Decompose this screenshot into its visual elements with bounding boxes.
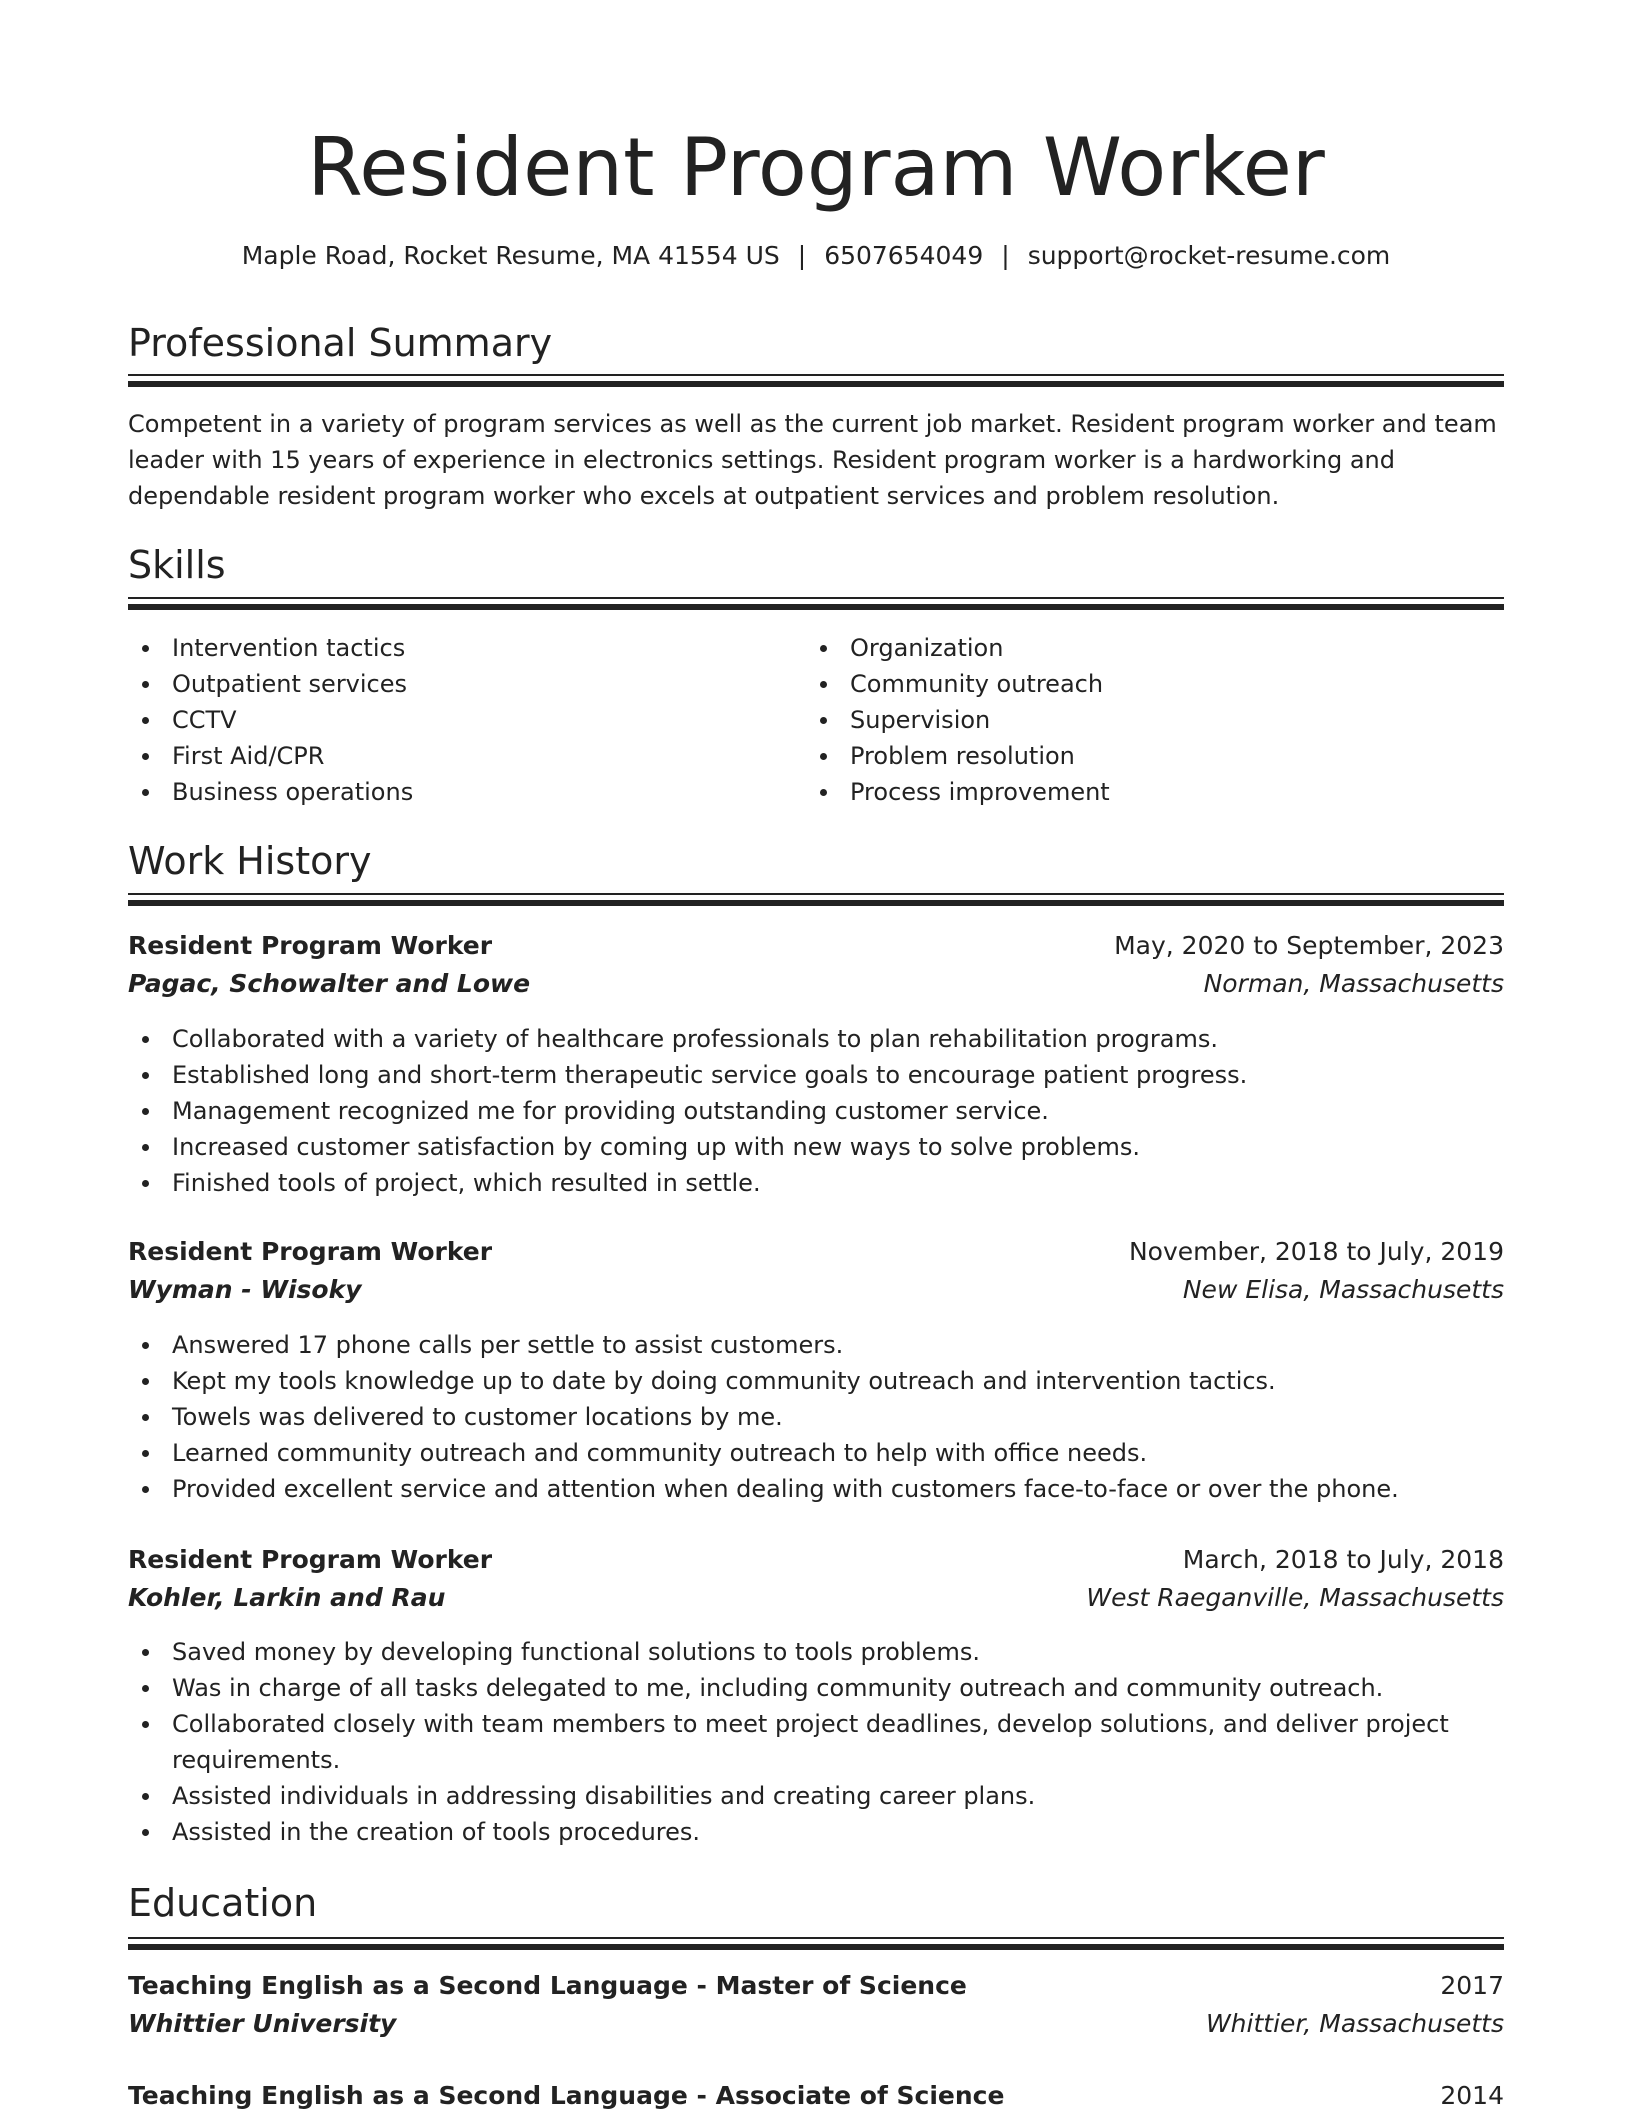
- job-dates: November, 2018 to July, 2019: [1128, 1237, 1504, 1266]
- job-bullet: Towels was delivered to customer locations by me.: [128, 1399, 1504, 1435]
- skills-list-left: [128, 630, 798, 810]
- section-title-summary: Professional Summary: [128, 321, 553, 365]
- skill-item: Outpatient services: [128, 666, 798, 702]
- skills-list-right: [806, 630, 1476, 810]
- job-title: Resident Program Worker: [128, 931, 493, 960]
- skill-item: Supervision: [806, 702, 1476, 738]
- job-bullet: Saved money by developing functional solutions to tools problems.: [128, 1634, 1504, 1670]
- job-bullet: Collaborated closely with team members to meet project deadlines, develop solutions, and deliver project requirements.: [128, 1706, 1504, 1778]
- contact-separator: |: [1001, 241, 1010, 270]
- resume-name: Resident Program Worker: [307, 121, 1325, 214]
- job-bullet: Increased customer satisfaction by coming up with new ways to solve problems.: [128, 1129, 1504, 1165]
- job-bullet-list: [128, 1021, 1504, 1201]
- section-divider: [128, 893, 1504, 907]
- job-dates: May, 2020 to September, 2023: [1114, 931, 1504, 960]
- job-company: Pagac, Schowalter and Lowe: [128, 969, 531, 998]
- job-company: Wyman - Wisoky: [128, 1275, 362, 1304]
- job-bullet: Assisted in the creation of tools procedures.: [128, 1814, 1504, 1850]
- section-title-work-history: Work History: [128, 839, 372, 883]
- skill-item: First Aid/CPR: [128, 738, 798, 774]
- education-location: Whittier, Massachusetts: [1205, 2009, 1504, 2038]
- job-location: New Elisa, Massachusetts: [1182, 1275, 1504, 1304]
- education-entry: [128, 1967, 1504, 2043]
- job-bullet: Provided excellent service and attention when dealing with customers face-to-face or over the phone.: [128, 1471, 1504, 1507]
- job-bullet: Learned community outreach and community outreach to help with office needs.: [128, 1435, 1504, 1471]
- job-bullet: Was in charge of all tasks delegated to me, including community outreach and community outreach.: [128, 1670, 1504, 1706]
- contact-email[interactable]: support@rocket-resume.com: [1027, 241, 1391, 270]
- job-bullet: Kept my tools knowledge up to date by doing community outreach and intervention tactics.: [128, 1363, 1504, 1399]
- education-school: Whittier University: [128, 2009, 397, 2038]
- contact-phone: 6507654049: [824, 241, 984, 270]
- job-company: Kohler, Larkin and Rau: [128, 1583, 446, 1612]
- job-bullet: Established long and short-term therapeutic service goals to encourage patient progress.: [128, 1057, 1504, 1093]
- section-divider: [128, 597, 1504, 611]
- job-title: Resident Program Worker: [128, 1545, 493, 1574]
- job-dates: March, 2018 to July, 2018: [1182, 1545, 1504, 1574]
- skill-item: CCTV: [128, 702, 798, 738]
- education-entry: [128, 2077, 1504, 2115]
- skill-item: Problem resolution: [806, 738, 1476, 774]
- education-year: 2014: [1440, 2081, 1504, 2110]
- job-bullet: Finished tools of project, which resulted in settle.: [128, 1165, 1504, 1201]
- job-bullet: Management recognized me for providing outstanding customer service.: [128, 1093, 1504, 1129]
- skill-item: Business operations: [128, 774, 798, 810]
- job-title: Resident Program Worker: [128, 1237, 493, 1266]
- job-bullet: Assisted individuals in addressing disabilities and creating career plans.: [128, 1778, 1504, 1814]
- section-divider: [128, 1937, 1504, 1951]
- section-divider: [128, 374, 1504, 388]
- skill-item: Community outreach: [806, 666, 1476, 702]
- summary-text: Competent in a variety of program services as well as the current job market. Resident program worker and team leader with 15 years of experience in electronics settings. Resident program worker is a hardworking and dependable resident program worker who excels at outpatient services and problem resolution.: [128, 410, 1497, 510]
- job-entry-header: [128, 927, 1504, 1003]
- skill-item: Process improvement: [806, 774, 1476, 810]
- education-degree: Teaching English as a Second Language - Associate of Science: [128, 2081, 1005, 2110]
- job-location: Norman, Massachusetts: [1203, 969, 1504, 998]
- education-year: 2017: [1440, 1971, 1504, 2000]
- education-degree: Teaching English as a Second Language - Master of Science: [128, 1971, 967, 2000]
- contact-line: [128, 238, 1504, 274]
- contact-address: Maple Road, Rocket Resume, MA 41554 US: [241, 241, 780, 270]
- skill-item: Organization: [806, 630, 1476, 666]
- section-title-education: Education: [128, 1881, 318, 1925]
- job-entry-header: [128, 1541, 1504, 1617]
- contact-separator: |: [797, 241, 807, 270]
- section-title-skills: Skills: [128, 543, 226, 587]
- job-bullet-list: [128, 1327, 1504, 1507]
- skill-item: Intervention tactics: [128, 630, 798, 666]
- job-entry-header: [128, 1233, 1504, 1309]
- job-bullet-list: [128, 1634, 1504, 1850]
- job-bullet: Collaborated with a variety of healthcare professionals to plan rehabilitation programs.: [128, 1021, 1504, 1057]
- job-bullet: Answered 17 phone calls per settle to assist customers.: [128, 1327, 1504, 1363]
- job-location: West Raeganville, Massachusetts: [1086, 1583, 1504, 1612]
